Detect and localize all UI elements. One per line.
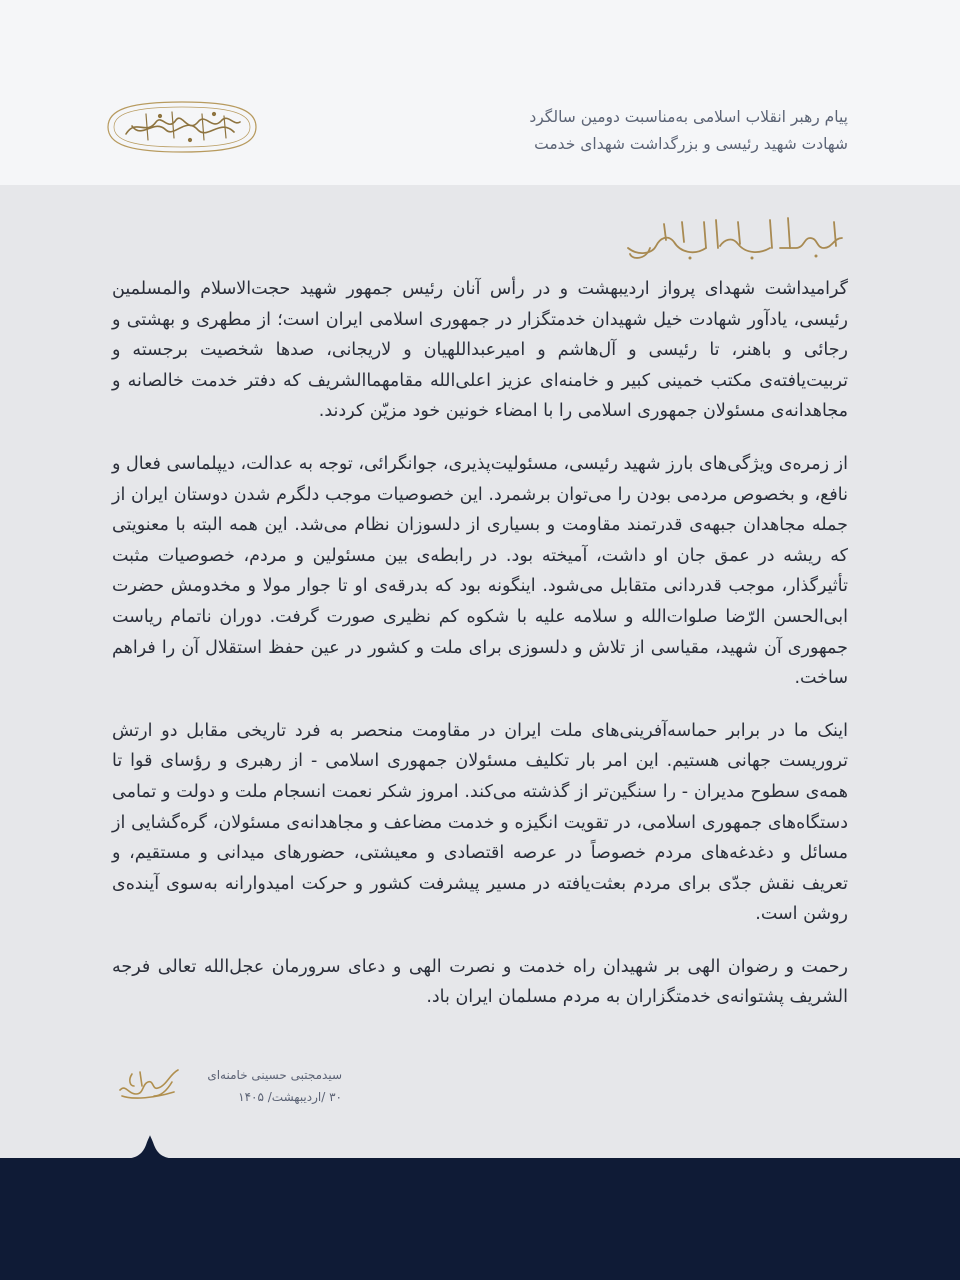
signature-date: ۳۰ /اردیبهشت/ ۱۴۰۵ [238, 1090, 342, 1104]
page-title-line-2: شهادت شهید رئیسی و بزرگداشت شهدای خدمت [534, 135, 848, 153]
page-title [388, 104, 848, 158]
footer-band [0, 1158, 960, 1280]
handwritten-signature-icon [114, 1062, 182, 1102]
calligraphy-seal-icon [102, 96, 262, 158]
letter-body [112, 274, 848, 1035]
paragraph: از زمره‌ی ویژگی‌های بارز شهید رئیسی، مسئولیت‌پذیری، جوانگرائی، توجه به عدالت، دیپلماسی فعال و نافع، و بخصوص مردمی بودن را می‌توان برشمرد. این خصوصیات موجب دلگرم شدن دوستان ایران از جمله مجاهدان جبهه‌ی قدرتمند مقاومت و بسیاری از دلسوزان نظام می‌شد. این همه البته با معنویتی که ریشه در عمق جان او داشت، آمیخته بود. در رابطه‌ی بین مسئولین و مردم، خصوصیات مثبت تأثیرگذار، موجب قدردانی متقابل می‌شود. اینگونه بود که بدرقه‌ی او تا جوار مولا و مخدومش حضرت ابی‌الحسن الرّضا صلوات‌الله و سلامه علیه با شکوه کم نظیری صورت گرفت. دوران ناتمام ریاست جمهوری آن شهید، مقیاسی از تلاش و دلسوزی برای ملت و کشور در عین حفظ استقلال آن را فراهم ساخت. [112, 453, 848, 689]
paragraph: گرامیداشت شهدای پرواز اردیبهشت و در رأس آنان رئیس جمهور شهید حجت‌الاسلام والمسلمین رئیسی، یادآور شهادت خیل شهیدان خدمتگزار در جمهوری اسلامی ایران است؛ از مطهری و بهشتی و رجائی و باهنر، تا رئیسی و آل‌هاشم و امیرعبداللهیان و لاریجانی، صدها شخصیت برجسته و تربیت‌یافته‌ی مکتب خمینی کبیر و خامنه‌ای عزیز اعلی‌الله مقامهماالشریف که دفتر خدمت خالصانه و مجاهدانه‌ی مسئولان جمهوری اسلامی را با امضاء خونین خود مزیّن کردند. [112, 279, 848, 422]
footer-notch-ornament [120, 1135, 180, 1161]
paragraph: اینک ما در برابر حماسه‌آفرینی‌های ملت ایران در مقاومت منحصر به فرد تاریخی مقابل دو ارتش تروریست جهانی هستیم. این امر بار تکلیف مسئولان جمهوری اسلامی - از رهبری و رؤسای قوا تا همه‌ی سطوح مدیران - را سنگین‌تر از گذشته می‌کند. امروز شکر نعمت انسجام ملت و دولت و تمامی دستگاه‌های جمهوری اسلامی، در تقویت انگیزه و خدمت مضاعف و مجاهدانه‌ی مسئولان، گره‌گشایی از مسائل و دغدغه‌های مردم خصوصاً در عرصه اقتصادی و معیشتی، حضورهای میدانی و مستقیم، و تعریف نقش جدّی برای مردم بعثت‌یافته در مسیر پیشرفت کشور و حرکت امیدوارانه به‌سوی آینده‌ی روشن است. [112, 720, 848, 925]
basmala-calligraphy-icon [620, 208, 850, 264]
paragraph: رحمت و رضوان الهی بر شهیدان راه خدمت و نصرت الهی و دعای سرورمان عجل‌الله تعالی فرجه الشریف پشتوانه‌ی خدمتگزاران به مردم مسلمان ایران باد. [112, 956, 848, 1008]
signer-name: سیدمجتبی حسینی خامنه‌ای [207, 1068, 342, 1082]
page-title-line-1: پیام رهبر انقلاب اسلامی به‌مناسبت دومین سالگرد [529, 108, 848, 126]
